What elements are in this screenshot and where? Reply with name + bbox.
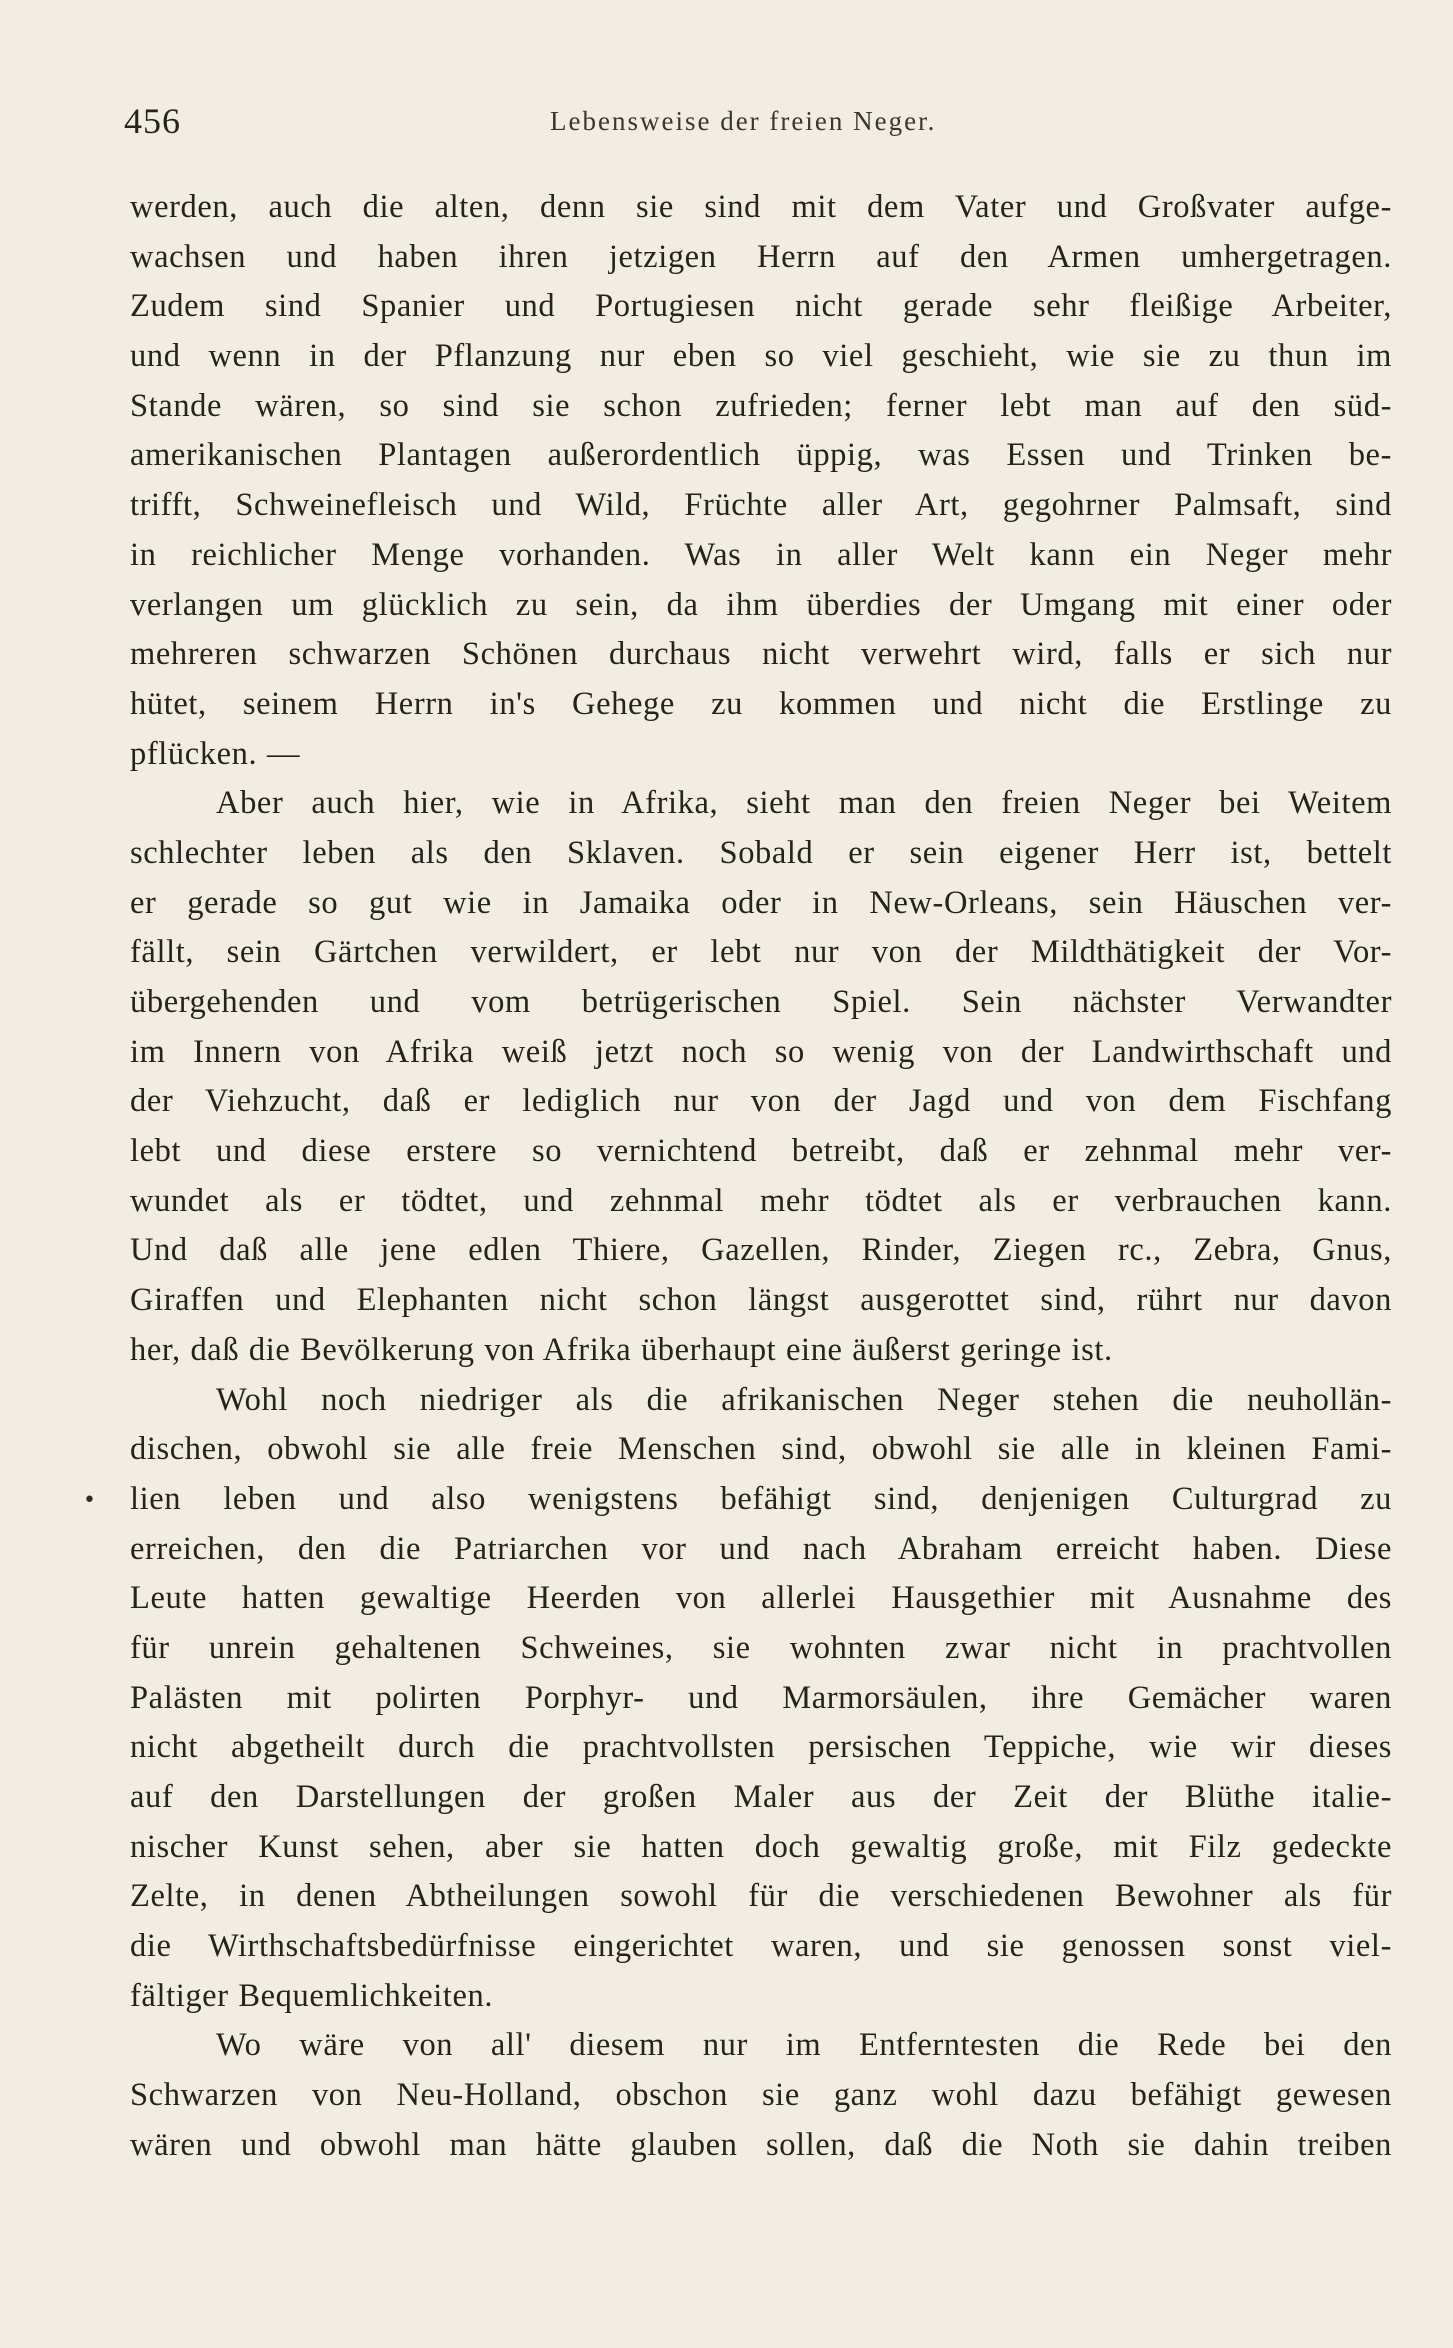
text-line: Giraffen und Elephanten nicht schon längst ausgerottet sind, rührt nur davon [130,1282,1392,1319]
page-number: 456 [124,101,181,141]
text-line: werden, auch die alten, denn sie sind mit dem Vater und Großvater aufge- [130,189,1392,225]
text-line: für unrein gehaltenen Schweines, sie wohnten zwar nicht in prachtvollen [130,1629,1392,1666]
text-line: Wo wäre von all' diesem nur im Entferntesten die Rede bei den [216,2027,1392,2064]
text-line: der Viehzucht, daß er lediglich nur von der Jagd und von dem Fischfang [130,1083,1392,1120]
text-line: Stande wären, so sind sie schon zufrieden; ferner lebt man auf den süd- [130,387,1392,424]
text-line: verlangen um glücklich zu sein, da ihm überdies der Umgang mit einer oder [130,586,1392,623]
text-line: Palästen mit polirten Porphyr- und Marmorsäulen, ihre Gemächer waren [130,1679,1392,1716]
text-line: nischer Kunst sehen, aber sie hatten doch gewaltig große, mit Filz gedeckte [130,1828,1392,1865]
paragraph [130,2021,1392,2170]
text-line: fällt, sein Gärtchen verwildert, er lebt nur von der Mildthätigkeit der Vor- [130,934,1392,971]
text-line: schlechter leben als den Sklaven. Sobald er sein eigener Herr ist, bettelt [130,834,1392,871]
text-line: Aber auch hier, wie in Afrika, sieht man den freien Neger bei Weitem [216,785,1392,822]
text-line: und wenn in der Pflanzung nur eben so viel geschieht, wie sie zu thun im [130,338,1392,375]
text-line: Schwarzen von Neu-Holland, obschon sie ganz wohl dazu befähigt gewesen [130,2077,1392,2114]
text-line: wären und obwohl man hätte glauben sollen, daß die Noth sie dahin treiben [130,2126,1392,2163]
running-title: Lebensweise der freien Neger. [550,106,937,136]
text-line: Wohl noch niedriger als die afrikanischen Neger stehen die neuhollän- [216,1381,1392,1418]
text-line: wachsen und haben ihren jetzigen Herrn auf den Armen umhergetragen. [130,238,1392,275]
text-line: Zudem sind Spanier und Portugiesen nicht gerade sehr fleißige Arbeiter, [130,288,1392,325]
body-text [130,183,1392,2171]
page-header [124,100,1394,150]
text-line: übergehenden und vom betrügerischen Spiel. Sein nächster Verwandter [130,984,1392,1020]
paragraph [130,1376,1392,2022]
text-line: lebt und diese erstere so vernichtend betreibt, daß er zehnmal mehr ver- [130,1133,1392,1170]
text-line: fältiger Bequemlichkeiten. [130,1977,494,2014]
text-line: Und daß alle jene edlen Thiere, Gazellen, Rinder, Ziegen rc., Zebra, Gnus, [130,1232,1392,1269]
paragraph [130,183,1392,779]
text-line: erreichen, den die Patriarchen vor und nach Abraham erreicht haben. Diese [130,1530,1392,1567]
text-line: die Wirthschaftsbedürfnisse eingerichtet waren, und sie genossen sonst viel- [130,1928,1392,1965]
text-line: pflücken. — [130,735,301,772]
margin-dot-mark: • [83,1488,96,1513]
text-line: in reichlicher Menge vorhanden. Was in aller Welt kann ein Neger mehr [130,536,1392,573]
text-line: Zelte, in denen Abtheilungen sowohl für die verschiedenen Bewohner als für [130,1878,1392,1915]
text-line: mehreren schwarzen Schönen durchaus nicht verwehrt wird, falls er sich nur [130,636,1392,673]
text-line: nicht abgetheilt durch die prachtvollsten persischen Teppiche, wie wir dieses [130,1729,1392,1766]
text-line: auf den Darstellungen der großen Maler aus der Zeit der Blüthe italie- [130,1779,1392,1815]
text-line: amerikanischen Plantagen außerordentlich üppig, was Essen und Trinken be- [130,437,1392,474]
text-line: wundet als er tödtet, und zehnmal mehr tödtet als er verbrauchen kann. [130,1182,1392,1219]
text-line: er gerade so gut wie in Jamaika oder in New-Orleans, sein Häuschen ver- [130,884,1392,921]
text-line: im Innern von Afrika weiß jetzt noch so wenig von der Landwirthschaft und [130,1033,1392,1070]
text-line: hütet, seinem Herrn in's Gehege zu kommen und nicht die Erstlinge zu [130,685,1392,722]
paragraph [130,779,1392,1375]
text-line: Leute hatten gewaltige Heerden von allerlei Hausgethier mit Ausnahme des [130,1580,1392,1617]
text-line: dischen, obwohl sie alle freie Menschen sind, obwohl sie alle in kleinen Fami- [130,1431,1392,1468]
text-line: lien leben und also wenigstens befähigt sind, denjenigen Culturgrad zu [130,1480,1392,1517]
text-line: trifft, Schweinefleisch und Wild, Früchte aller Art, gegohrner Palmsaft, sind [130,487,1392,524]
text-line: her, daß die Bevölkerung von Afrika überhaupt eine äußerst geringe ist. [130,1331,1113,1368]
